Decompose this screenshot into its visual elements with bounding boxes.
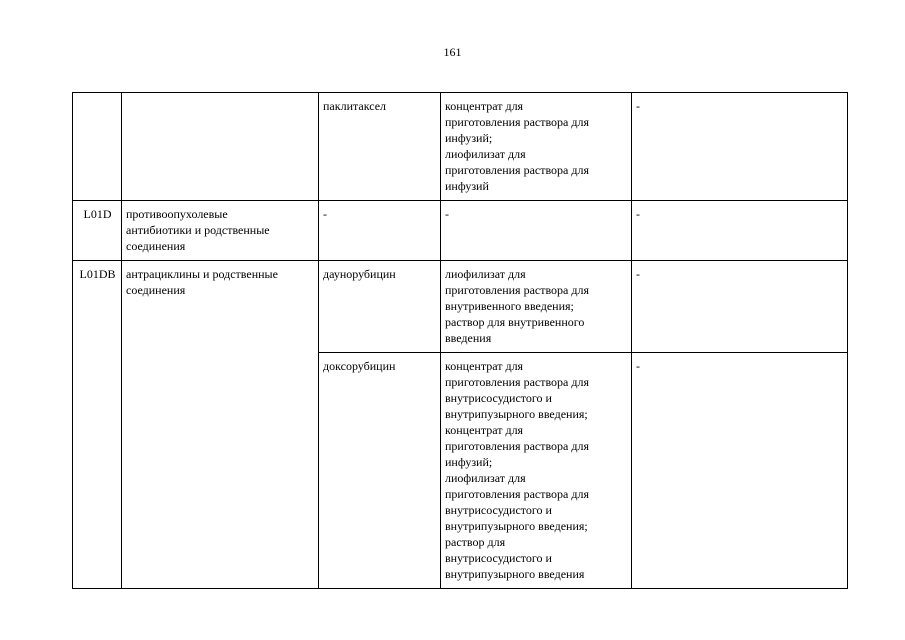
group-name-cell: противоопухолевые антибиотики и родственные соединения [122,201,319,261]
drug-name-cell: даунорубицин [319,261,441,353]
dosage-form-cell: - [441,201,632,261]
group-name-cell [122,93,319,201]
drug-table [72,92,848,589]
note-cell: - [632,93,848,201]
note-cell: - [632,353,848,589]
atc-code-cell [73,93,122,201]
atc-code-cell: L01DB [73,261,122,589]
dosage-form-cell: концентрат для приготовления раствора для инфузий; лиофилизат для приготовления раствора для инфузий [441,93,632,201]
drug-name-cell: доксорубицин [319,353,441,589]
drug-name-cell: - [319,201,441,261]
page-number: 161 [443,45,462,59]
table-row [73,261,848,353]
table-row [73,201,848,261]
table-row [73,93,848,201]
drug-name-cell: паклитаксел [319,93,441,201]
group-name-cell: антрациклины и родственные соединения [122,261,319,589]
atc-code-cell: L01D [73,201,122,261]
note-cell: - [632,261,848,353]
note-cell: - [632,201,848,261]
dosage-form-cell: лиофилизат для приготовления раствора для внутривенного введения; раствор для внутривенного введения [441,261,632,353]
dosage-form-cell: концентрат для приготовления раствора для внутрисосудистого и внутрипузырного введения; концентрат для приготовления раствора для инфузий; лиофилизат для приготовления раствора для внутрисосудистого и внутрипузырного введения; раствор для внутрисосудистого и внутрипузырного введения [441,353,632,589]
